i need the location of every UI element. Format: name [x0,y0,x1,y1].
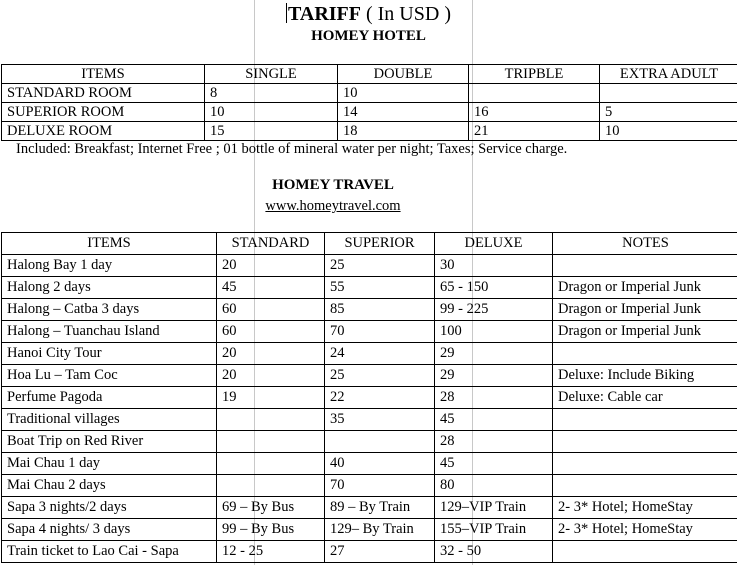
table-cell: Deluxe: Cable car [553,387,737,409]
text-cursor [286,3,287,23]
table-cell: 89 – By Train [325,497,435,519]
table-row [2,103,737,122]
table-cell: 70 [325,321,435,343]
table-cell [553,453,737,475]
table-cell: 2- 3* Hotel; HomeStay [553,497,737,519]
table-cell: 69 – By Bus [217,497,325,519]
table-cell: 45 [435,409,553,431]
row-item-cell: Hanoi City Tour [2,343,217,365]
row-item-cell: Halong Bay 1 day [2,255,217,277]
table-row [2,321,737,343]
table-cell: 85 [325,299,435,321]
table-cell [217,475,325,497]
table-cell: 129– By Train [325,519,435,541]
table-cell: Dragon or Imperial Junk [553,277,737,299]
table-cell: Dragon or Imperial Junk [553,321,737,343]
travel-tariff-table [1,232,737,563]
table-cell: 155–VIP Train [435,519,553,541]
travel-website-link[interactable]: www.homeytravel.com [265,198,401,214]
column-header: DOUBLE [338,65,469,84]
row-item-cell: Halong – Tuanchau Island [2,321,217,343]
table-header-row [2,65,737,84]
table-cell: 18 [338,122,469,141]
table-cell: 20 [217,365,325,387]
hotel-tariff-table [1,64,737,141]
table-cell: 55 [325,277,435,299]
table-cell: 5 [600,103,737,122]
hotel-name: HOMEY HOTEL [311,28,426,44]
table-cell: 20 [217,343,325,365]
row-item-cell: Hoa Lu – Tam Coc [2,365,217,387]
column-header: SINGLE [205,65,338,84]
row-item-cell: Perfume Pagoda [2,387,217,409]
table-cell [553,475,737,497]
table-cell: 65 - 150 [435,277,553,299]
table-cell [553,541,737,563]
column-header: TRIPBLE [469,65,600,84]
table-cell [217,409,325,431]
table-row [2,519,737,541]
table-row [2,475,737,497]
page-title [0,3,737,26]
row-item-cell: Sapa 3 nights/2 days [2,497,217,519]
table-cell: 100 [435,321,553,343]
table-cell: 29 [435,343,553,365]
table-cell: 40 [325,453,435,475]
table-row [2,122,737,141]
table-cell: 14 [338,103,469,122]
table-cell [553,409,737,431]
table-cell: 22 [325,387,435,409]
table-row [2,84,737,103]
table-cell: 19 [217,387,325,409]
table-cell [600,84,737,103]
row-item-cell: Sapa 4 nights/ 3 days [2,519,217,541]
table-cell: 45 [217,277,325,299]
table-cell: 32 - 50 [435,541,553,563]
table-cell: 21 [469,122,600,141]
column-header: STANDARD [217,233,325,255]
row-item-cell: Mai Chau 1 day [2,453,217,475]
row-item-cell: STANDARD ROOM [2,84,205,103]
table-row [2,299,737,321]
travel-agency-name: HOMEY TRAVEL [272,177,394,193]
column-header: DELUXE [435,233,553,255]
table-row [2,453,737,475]
table-cell: 8 [205,84,338,103]
table-cell: 20 [217,255,325,277]
table-cell: 129–VIP Train [435,497,553,519]
table-cell [553,431,737,453]
hotel-inclusions-note: Included: Breakfast; Internet Free ; 01 bottle of mineral water per night; Taxes; Service charge. [16,141,568,157]
table-cell: 99 - 225 [435,299,553,321]
table-row [2,541,737,563]
row-item-cell: Traditional villages [2,409,217,431]
table-cell: 10 [600,122,737,141]
table-cell: 29 [435,365,553,387]
table-cell [469,84,600,103]
table-cell [217,431,325,453]
row-item-cell: DELUXE ROOM [2,122,205,141]
row-item-cell: Mai Chau 2 days [2,475,217,497]
table-cell: 25 [325,365,435,387]
column-header: ITEMS [2,65,205,84]
row-item-cell: SUPERIOR ROOM [2,103,205,122]
table-row [2,365,737,387]
table-row [2,409,737,431]
table-cell: 30 [435,255,553,277]
row-item-cell: Halong 2 days [2,277,217,299]
title-main: TARIFF [288,3,361,25]
table-cell: 99 – By Bus [217,519,325,541]
table-cell: 28 [435,387,553,409]
table-header-row [2,233,737,255]
column-header: NOTES [553,233,737,255]
table-cell: 16 [469,103,600,122]
table-row [2,387,737,409]
table-cell: Dragon or Imperial Junk [553,299,737,321]
table-cell: 28 [435,431,553,453]
table-cell: 24 [325,343,435,365]
table-cell: 10 [205,103,338,122]
table-cell: 12 - 25 [217,541,325,563]
table-cell: 45 [435,453,553,475]
table-row [2,343,737,365]
table-cell: 15 [205,122,338,141]
table-row [2,497,737,519]
table-cell: 60 [217,299,325,321]
table-cell: 27 [325,541,435,563]
title-currency: ( In USD ) [360,3,451,25]
table-cell: 60 [217,321,325,343]
table-cell: 25 [325,255,435,277]
table-cell: 35 [325,409,435,431]
table-cell [217,453,325,475]
table-row [2,277,737,299]
column-header: SUPERIOR [325,233,435,255]
table-row [2,431,737,453]
column-header: ITEMS [2,233,217,255]
row-item-cell: Train ticket to Lao Cai - Sapa [2,541,217,563]
row-item-cell: Boat Trip on Red River [2,431,217,453]
table-cell: 10 [338,84,469,103]
table-cell: 70 [325,475,435,497]
column-header: EXTRA ADULT [600,65,737,84]
table-cell: Deluxe: Include Biking [553,365,737,387]
table-cell: 2- 3* Hotel; HomeStay [553,519,737,541]
table-cell [553,343,737,365]
row-item-cell: Halong – Catba 3 days [2,299,217,321]
table-cell [325,431,435,453]
table-cell [553,255,737,277]
table-cell: 80 [435,475,553,497]
table-row [2,255,737,277]
